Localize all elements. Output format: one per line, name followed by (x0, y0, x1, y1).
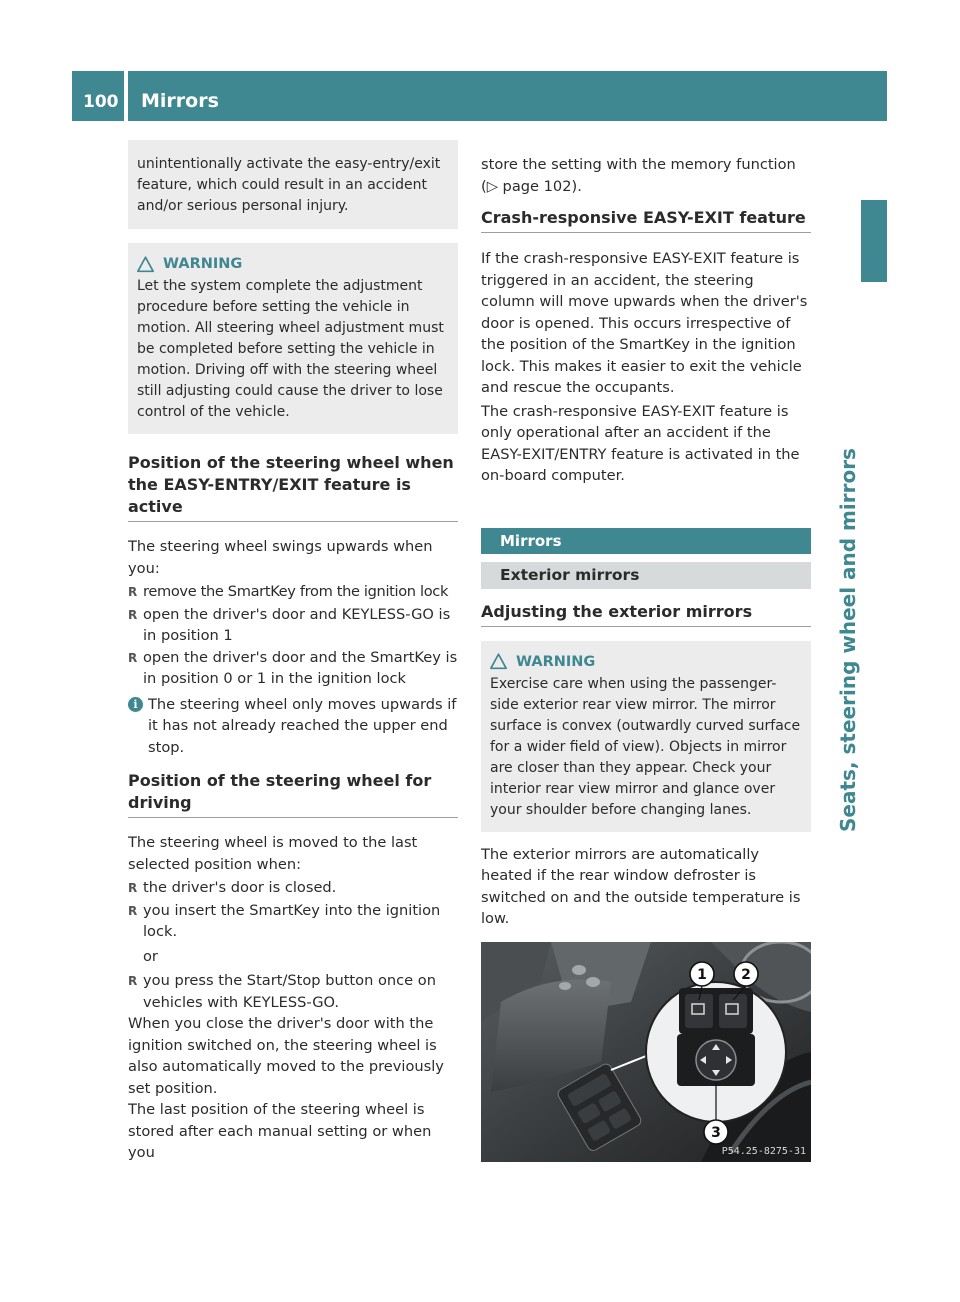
paragraph: When you close the driver's door with the ignition switched on, the steering wheel is also automatically moved to the previously set position. (128, 1015, 444, 1097)
list-item-text: you insert the SmartKey into the ignition lock. (143, 901, 441, 940)
intro-paragraph-1: The steering wheel swings upwards when you: (128, 538, 433, 577)
section-heading-crash-exit: Crash-responsive EASY-EXIT feature (481, 207, 811, 233)
continued-warning-text: unintentionally activate the easy-entry/exit feature, which could result in an accident and/or serious personal injury. (137, 156, 441, 214)
header-divider (124, 71, 128, 121)
warning-text-1: Let the system complete the adjustment procedure before setting the vehicle in motion. All steering wheel adjustment must be completed before setting the vehicle in motion. Driving off with the steering wheel still adjusting could cause the driver to lose control of the vehicle. (137, 278, 444, 420)
info-note (128, 694, 458, 759)
section-heading-driving: Position of the steering wheel for driving (128, 770, 458, 818)
section-band-mirrors: Mirrors (481, 528, 811, 554)
continued-warning-box (128, 140, 458, 229)
page-number: 100 (83, 92, 119, 112)
figure-code: P54.25-8275-31 (721, 1145, 806, 1157)
warning-text-2: Exercise care when using the passenger-side exterior rear view mirror. The mirror surface is convex (outwardly curved surface for a wider field of view). Objects in mirror are closer than they appear. Check your interior rear view mirror and glance over your shoulder before changing lanes. (490, 675, 801, 818)
warning-heading-1 (137, 253, 449, 275)
list-item-text: remove the SmartKey from the ignition lock (143, 583, 449, 600)
callout-3: 3 (711, 1124, 721, 1141)
chapter-caption-text: Seats, steering wheel and mirrors (836, 448, 860, 832)
callout-2: 2 (741, 966, 751, 983)
info-icon: i (128, 697, 143, 712)
bullet-r-icon: R (128, 650, 138, 665)
paragraph: The exterior mirrors are automatically heated if the rear window defroster is switched on and the outside temperature is low. (481, 845, 801, 927)
section-heading-easy-entry: Position of the steering wheel when the EASY-ENTRY/EXIT feature is active (128, 452, 458, 522)
section-heading-adjusting-mirrors: Adjusting the exterior mirrors (481, 601, 811, 627)
chapter-tab (861, 200, 887, 282)
door-panel-illustration (481, 942, 811, 1162)
list-item (128, 604, 458, 647)
list-item-text: the driver's door is closed. (143, 879, 337, 896)
info-note-text: The steering wheel only moves upwards if it has not already reached the upper end stop. (148, 695, 457, 756)
left-column (128, 140, 458, 1164)
bullet-r-icon: R (128, 585, 138, 599)
right-column (481, 154, 811, 1162)
list-item (128, 877, 458, 900)
warning-heading-2 (490, 651, 802, 673)
paragraph: If the crash-responsive EASY-EXIT feature is triggered in an accident, the steering column will move upwards when the driver's door is opened. This occurs irrespective of the position of the SmartKey in the ignition lock. This makes it easier to exit the vehicle and rescue the occupants. (481, 250, 808, 396)
mirror-controls-figure (481, 942, 811, 1162)
page-title: Mirrors (141, 90, 219, 112)
paragraph: The last position of the steering wheel is stored after each manual setting or when you (128, 1101, 432, 1161)
list-item-text: you press the Start/Stop button once on vehicles with KEYLESS-GO. (143, 972, 436, 1011)
warning-title-1: WARNING (163, 256, 243, 272)
warning-triangle-icon (137, 256, 154, 273)
list-item-text: open the driver's door and KEYLESS-GO is in position 1 (143, 605, 451, 644)
list-item (128, 647, 458, 690)
list-item (128, 900, 458, 943)
bullet-r-icon: R (128, 607, 138, 622)
subsection-band-exterior-mirrors: Exterior mirrors (481, 562, 811, 589)
bullet-r-icon: R (128, 974, 138, 988)
intro-paragraph-2: The steering wheel is moved to the last selected position when: (128, 834, 418, 873)
warning-triangle-icon (490, 653, 507, 670)
bullet-r-icon: R (128, 881, 138, 895)
or-text: or (143, 947, 158, 965)
callout-1: 1 (697, 966, 707, 983)
continued-paragraph: store the setting with the memory function (▷ page 102). (481, 156, 796, 195)
paragraph: The crash-responsive EASY-EXIT feature is only operational after an accident if the EASY-EXIT/ENTRY feature is activated in the on-board computer. (481, 402, 800, 484)
warning-box-1 (128, 243, 458, 434)
bullet-r-icon: R (128, 903, 138, 918)
warning-box-2 (481, 641, 811, 832)
list-item-text: open the driver's door and the SmartKey is in position 0 or 1 in the ignition lock (143, 648, 458, 687)
list-item (128, 581, 458, 604)
list-item (128, 970, 458, 1013)
warning-title-2: WARNING (516, 653, 596, 670)
